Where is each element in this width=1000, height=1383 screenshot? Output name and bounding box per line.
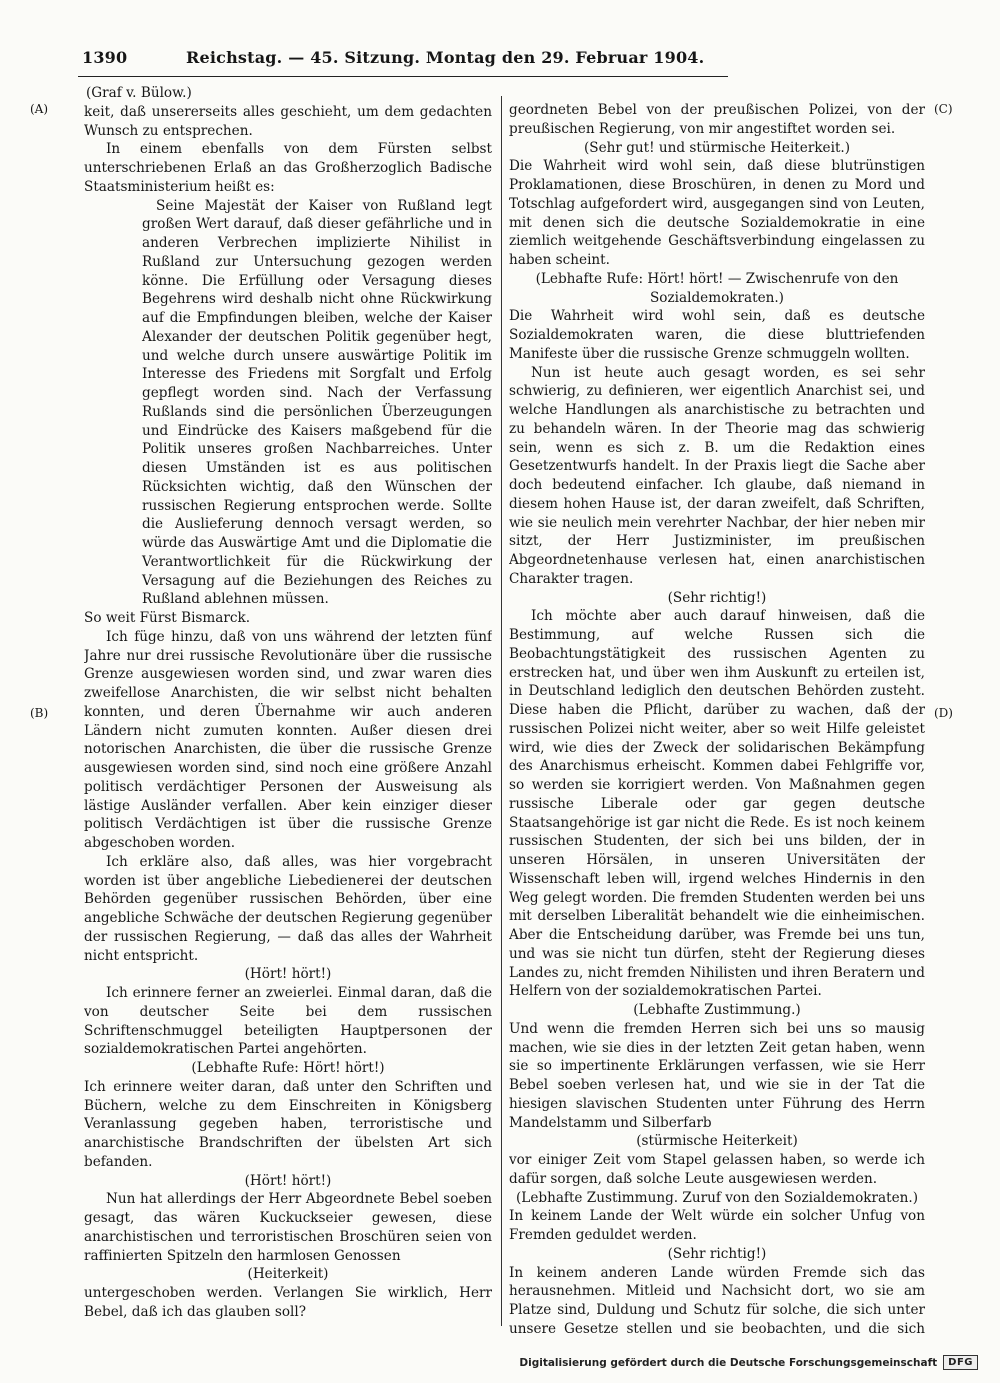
paragraph: Nun hat allerdings der Herr Abgeordnete Bebel soeben gesagt, das wären Kuckuckseier gewesen, diese anarchistischen und terroristischen Broschüren seien von raffinierten Spitzeln den harmlosen Genossen xyxy=(84,1191,492,1264)
paragraph: Ich erinnere ferner an zweierlei. Einmal daran, daß die von deutscher Seite bei dem russischen Schriftenschmuggel beteiligten Hauptpersonen der sozialdemokratischen Partei angehörten. xyxy=(84,985,492,1058)
speaker-label: (Graf v. Bülow.) xyxy=(86,85,192,101)
footer-credit xyxy=(519,1355,978,1370)
margin-mark-c: (C) xyxy=(934,102,953,116)
page-number: 1390 xyxy=(82,48,128,67)
page-header xyxy=(82,48,724,74)
paragraph: vor einiger Zeit vom Stapel gelassen haben, so werde ich dafür sorgen, daß solche Leute ausgewiesen werden. xyxy=(509,1152,925,1187)
paragraph: So weit Fürst Bismarck. xyxy=(84,610,251,626)
paragraph: Ich möchte aber auch darauf hinweisen, daß die Bestimmung, auf welche Russen sich die Beobachtungstätigkeit des russischen Agenten zu erstrecken hat, und über wen ihm Auskunft zu erteilen ist, in Deutschland lediglich den deutschen Behörden zusteht. Diese haben die Pflicht, darüber zu wachen, daß der russischen Polizei nicht weiter, aber so weit Hilfe geleistet wird, wie dies der Zweck der solidarischen Bekämpfung des Anarchismus erheischt. Kommen dabei Fehlgriffe vor, so werden sie korrigiert werden. Von Maßnahmen gegen russische Liberale oder gar gegen deutsche Staatsangehörige ist gar nicht die Rede. Es ist noch keinem russischen Studenten, der sich bei uns bilden, der in unseren Hörsälen, in unseren Universitäten der Wissenschaft leben will, irgend welches Hindernis in den Weg gelegt worden. Die fremden Studenten werden bei uns mit derselben Liberalität behandelt wie die einheimischen. Aber die Entscheidung darüber, was Fremde bei uns tun, und was sie nicht tun dürfen, steht der Regierung dieses Landes zu, nicht fremden Nihilisten und ihren Beratern und Helfern von der sozialdemokratischen Partei. xyxy=(509,608,925,1000)
paragraph: untergeschoben werden. Verlangen Sie wirklich, Herr Bebel, daß ich das glauben soll? xyxy=(84,1285,492,1320)
running-title: Reichstag. — 45. Sitzung. Montag den 29. Februar 1904. xyxy=(186,48,705,67)
dfg-logo: DFG xyxy=(943,1355,978,1370)
paragraph: keit, daß unsererseits alles geschieht, um dem gedachten Wunsch zu entsprechen. xyxy=(84,103,492,139)
interjection: (Lebhafte Rufe: Hört! hört!) xyxy=(191,1060,385,1076)
paragraph: Die Wahrheit wird wohl sein, daß diese blutrünstigen Proklamationen, diese Broschüren, in denen zu Mord und Totschlag aufgefordert wird, ausgegangen sind von Leuten, mit denen sich die deutsche Sozialdemokratie in eine ziemlich weitgehende Geschäftsverbindung eingelassen zu haben scheint. xyxy=(509,158,925,268)
interjection: (Lebhafte Rufe: Hört! hört! — Zwischenrufe von den Sozialdemokraten.) xyxy=(535,270,899,306)
paragraph: Ich füge hinzu, daß von uns während der letzten fünf Jahre nur drei russische Revolutionäre über die russische Grenze ausgewiesen worden sind, und zwar waren dies zweifellose Anarchisten, die wir selbst nicht behalten konnten, und deren Übernahme wir auch anderen Ländern nicht zumuten konnten. Außer diesen drei notorischen Anarchisten, die über die russische Grenze ausgewiesen worden sind, sind noch eine größere Anzahl politisch verdächtiger Personen der Ausweisung als lästige Ausländer verfallen. Aber kein einziger dieser politisch Verdächtigen ist über die russische Grenze abgeschoben worden. xyxy=(84,628,492,851)
column-divider xyxy=(501,96,502,1326)
paragraph: In einem ebenfalls von dem Fürsten selbst unterschriebenen Erlaß an das Großherzoglich Badische Staatsministerium heißt es: xyxy=(84,141,492,195)
paragraph: Die Wahrheit wird wohl sein, daß es deutsche Sozialdemokraten waren, die diese bluttriefenden Manifeste über die russische Grenze schmuggeln wollten. xyxy=(509,308,925,362)
interjection: (Sehr richtig!) xyxy=(667,1245,767,1262)
interjection: (Hört! hört!) xyxy=(244,1172,332,1189)
interjection: (Sehr richtig!) xyxy=(667,589,767,606)
paragraph: Und wenn die fremden Herren sich bei uns so mausig machen, wie sie dies in der letzten Zeit getan haben, wenn sie so impertinente Erklärungen verfassen, wie sie Herr Bebel soeben verlesen hat, und wie sie in der Tat die hiesigen slavischen Studenten unter Führung des Herrn Mandelstamm und Silberfarb xyxy=(509,1020,925,1131)
margin-mark-a: (A) xyxy=(30,102,49,116)
left-column xyxy=(84,84,492,1324)
paragraph: Ich erinnere weiter daran, daß unter den Schriften und Büchern, welche zu dem Einschreiten in Königsberg Veranlassung gegeben haben, terroristische und anarchistische Brandschriften der übelsten Art sich befanden. xyxy=(84,1078,492,1170)
paragraph: Nun ist heute auch gesagt worden, es sei sehr schwierig, zu definieren, wer eigentlich Anarchist sei, und welche Handlungen als anarchistische zu betrachten und zu behandeln wären. In der Theorie mag das schwierig sein, wenn es sich z. B. um die Redaktion eines Gesetzentwurfs handelt. In der Praxis liegt die Sache aber doch bedeutend einfacher. Ich glaube, daß niemand in diesem hohen Hause ist, der daran zweifelt, daß Schriften, wie sie neulich mein verehrter Nachbar, der hier neben mir sitzt, der Herr Justizminister, im preußischen Abgeordnetenhause verlesen hat, einen anarchistischen Charakter tragen. xyxy=(509,364,925,587)
footer-text: Digitalisierung gefördert durch die Deutsche Forschungsgemeinschaft xyxy=(519,1356,938,1369)
paragraph: geordneten Bebel von der preußischen Polizei, von der preußischen Regierung, von mir angestiftet worden sei. xyxy=(509,102,925,137)
interjection: (Heiterkeit) xyxy=(247,1266,329,1283)
interjection: (Sehr gut! und stürmische Heiterkeit.) xyxy=(583,139,851,156)
paragraph: In keinem anderen Lande würden Fremde sich das herausnehmen. Mitleid und Nachsicht dort, wo sie am Platze sind, Duldung und Schutz für solche, die sich unter unsere Gesetze stellen und sie beobachten, und die sich xyxy=(509,1264,925,1337)
right-column xyxy=(509,101,925,1341)
interjection: (Hört! hört!) xyxy=(244,966,332,983)
paragraph: In keinem Lande der Welt würde ein solcher Unfug von Fremden geduldet werden. xyxy=(509,1208,925,1243)
paragraph: Ich erkläre also, daß alles, was hier vorgebracht worden ist über angebliche Liebedienerei der deutschen Behörden gegenüber russischen Behörden, über eine angebliche Schwäche der deutschen Regierung gegenüber der russischen Regierung, — daß das alles der Wahrheit nicht entspricht. xyxy=(84,853,492,964)
margin-mark-d: (D) xyxy=(934,706,953,720)
interjection xyxy=(84,1322,492,1325)
header-rule xyxy=(78,76,728,77)
interjection: (Lebhafte Zustimmung.) xyxy=(633,1002,801,1018)
interjection: (Lebhafte Zustimmung. Zuruf von den Sozialdemokraten.) xyxy=(516,1189,918,1206)
block-quote: Seine Majestät der Kaiser von Rußland legt großen Wert darauf, daß dieser gefährliche und in anderen Verbrechen implizierte Nihilist in Rußland zur Untersuchung gezogen werden könne. Die Erfüllung oder Versagung dieses Begehrens wird deshalb nicht ohne Rückwirkung auf die Empfindungen bleiben, welche der Kaiser Alexander der deutschen Politik gegenüber hegt, und welche durch unsere auswärtige Politik im Interesse des Friedens mit Sorgfalt und Erfolg gepflegt worden sind. Nach der Verfassung Rußlands sind die persönlichen Überzeugungen und Eindrücke des Kaisers maßgebend für die Politik unseres großen Nachbarreiches. Unter diesen Umständen ist es aus politischen Rücksichten wichtig, daß den Wünschen der russischen Regierung entsprochen werde. Sollte die Auslieferung dennoch versagt werden, so würde das Auswärtige Amt und die Diplomatie die Verantwortlichkeit für die Rückwirkung der Versagung auf die Beziehungen des Reiches zu Rußland ablehnen müssen. xyxy=(142,197,492,608)
margin-mark-b: (B) xyxy=(30,706,49,720)
interjection: (stürmische Heiterkeit) xyxy=(636,1133,798,1150)
